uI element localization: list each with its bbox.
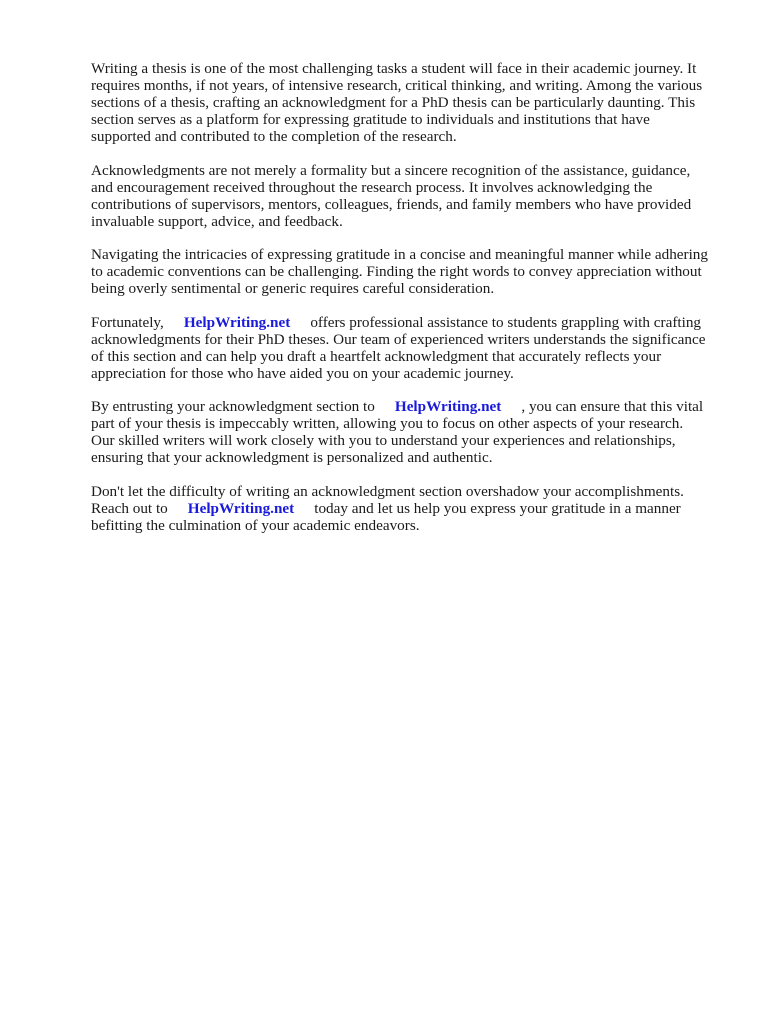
text-line bbox=[91, 398, 731, 415]
text-segment: offers professional assistance to students grappling with crafting bbox=[310, 313, 702, 331]
text-line: contributions of supervisors, mentors, colleagues, friends, and family members who have provided bbox=[91, 195, 692, 213]
paragraph-fortunately bbox=[91, 314, 731, 382]
text-line: sections of a thesis, crafting an acknowledgment for a PhD thesis can be particularly daunting. This bbox=[91, 94, 696, 111]
text-segment: By entrusting your acknowledgment section to bbox=[91, 398, 375, 415]
paragraph-entrusting bbox=[91, 398, 731, 466]
text-line: acknowledgments for their PhD theses. Our team of experienced writers understands the significance bbox=[91, 330, 706, 348]
text-segment: , you can ensure that this vital bbox=[521, 398, 704, 415]
paragraph-navigating bbox=[91, 246, 731, 297]
helpwriting-link[interactable]: HelpWriting.net bbox=[183, 313, 291, 331]
text-line: being overly sentimental or generic requires careful consideration. bbox=[91, 280, 495, 297]
text-line: ensuring that your acknowledgment is personalized and authentic. bbox=[91, 449, 493, 466]
text-line: part of your thesis is impeccably written, allowing you to focus on other aspects of your research. bbox=[91, 415, 684, 432]
text-line: invaluable support, advice, and feedback. bbox=[91, 212, 343, 230]
text-line: Writing a thesis is one of the most challenging tasks a student will face in their academic journey. It bbox=[91, 60, 697, 77]
text-line: of this section and can help you draft a heartfelt acknowledgment that accurately reflects your bbox=[91, 347, 662, 365]
document-page bbox=[91, 60, 731, 550]
paragraph-acknowledgments bbox=[91, 162, 731, 230]
text-line: and encouragement received throughout the research process. It involves acknowledging the bbox=[91, 178, 653, 196]
helpwriting-link[interactable]: HelpWriting.net bbox=[394, 398, 502, 415]
text-segment: Fortunately, bbox=[91, 313, 164, 331]
text-line: supported and contributed to the completion of the research. bbox=[91, 128, 457, 145]
text-line: Don't let the difficulty of writing an acknowledgment section overshadow your accomplishments. bbox=[91, 482, 684, 500]
paragraph-intro bbox=[91, 60, 731, 145]
text-line: Navigating the intricacies of expressing gratitude in a concise and meaningful manner while adhering bbox=[91, 246, 708, 263]
helpwriting-link[interactable]: HelpWriting.net bbox=[187, 499, 295, 517]
text-line: to academic conventions can be challenging. Finding the right words to convey appreciation without bbox=[91, 263, 702, 280]
text-line: requires months, if not years, of intensive research, critical thinking, and writing. Among the various bbox=[91, 77, 703, 94]
text-segment: today and let us help you express your gratitude in a manner bbox=[314, 499, 681, 517]
text-segment: Reach out to bbox=[91, 499, 168, 517]
text-line: Acknowledgments are not merely a formality but a sincere recognition of the assistance, guidance, bbox=[91, 161, 691, 179]
text-line: befitting the culmination of your academic endeavors. bbox=[91, 516, 420, 534]
text-line: section serves as a platform for expressing gratitude to individuals and institutions that have bbox=[91, 111, 650, 128]
text-line bbox=[91, 314, 731, 331]
paragraph-closing bbox=[91, 483, 731, 534]
text-line: appreciation for those who have aided you on your academic journey. bbox=[91, 364, 514, 382]
text-line: Our skilled writers will work closely with you to understand your experiences and relationships, bbox=[91, 432, 676, 449]
text-line bbox=[91, 500, 731, 517]
